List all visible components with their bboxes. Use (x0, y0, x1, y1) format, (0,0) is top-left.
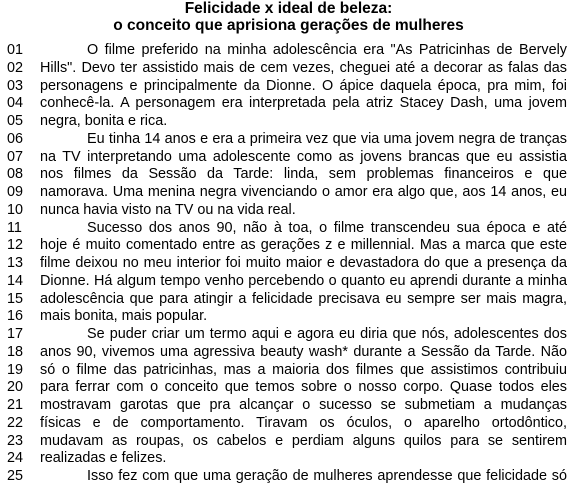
text-line (0, 255, 577, 273)
line-text: adolescência que para atingir a felicidade precisava eu sempre ser mais magra, (40, 290, 567, 307)
text-line (0, 220, 577, 238)
line-text: só o filme das patricinhas, mas a maioria dos filmes que assistimos contribuiu (40, 361, 567, 378)
line-number: 22 (7, 414, 24, 431)
title-line-1: Felicidade x ideal de beleza: (184, 0, 393, 17)
text-line (0, 166, 577, 184)
line-number: 23 (7, 432, 24, 449)
text-line (0, 415, 577, 433)
line-text: O filme preferido na minha adolescência era "As Patricinhas de Bervely (87, 42, 567, 58)
line-text: Eu tinha 14 anos e era a primeira vez que via uma jovem negra de tranças (87, 130, 567, 147)
text-line (0, 326, 577, 344)
text-line (0, 184, 577, 202)
line-number: 10 (7, 201, 24, 218)
line-text: Se puder criar um termo aqui e agora eu diria que nós, adolescentes dos (87, 326, 567, 342)
text-line (0, 397, 577, 415)
text-line (0, 42, 577, 60)
text-line (0, 308, 577, 326)
line-text: nunca havia visto na TV ou na vida real. (40, 201, 296, 218)
line-number: 25 (7, 468, 24, 484)
text-line (0, 362, 577, 380)
line-text: nos filmes da Sessão da Tarde: linda, sem problemas financeiros e que (40, 166, 567, 183)
line-text: mostravam garotas que pra alcançar o sucesso se submetiam a mudanças (40, 397, 567, 413)
line-text: para ferrar com o conceito que temos sobre o nosso corpo. Quase todos eles (40, 379, 567, 396)
line-number: 17 (7, 326, 24, 342)
text-line (0, 60, 577, 78)
line-text: físicas e de comportamento. Tiravam os óculos, o aparelho ortodôntico, (40, 414, 567, 431)
line-number: 08 (7, 166, 24, 183)
line-number: 05 (7, 113, 24, 129)
line-number: 03 (7, 77, 24, 94)
line-number: 06 (7, 130, 24, 147)
line-number: 19 (7, 361, 24, 378)
line-number: 04 (7, 95, 24, 112)
text-line (0, 468, 577, 486)
line-text: anos 90, vivemos uma agressiva beauty wash* durante a Sessão da Tarde. Não (40, 343, 567, 360)
text-line (0, 237, 577, 255)
line-number: 18 (7, 343, 24, 360)
text-line (0, 202, 577, 220)
line-number: 20 (7, 379, 24, 396)
line-number: 24 (7, 450, 24, 467)
line-number: 01 (7, 42, 24, 58)
line-text: Isso fez com que uma geração de mulheres aprendesse que felicidade só (87, 468, 567, 484)
text-line (0, 450, 577, 468)
text-line (0, 433, 577, 451)
text-line (0, 131, 577, 149)
line-text: Hills". Devo ter assistido mais de cem vezes, cheguei até a decorar as falas das (40, 59, 567, 76)
line-text: mais bonita, mais popular. (40, 308, 208, 325)
line-text: Dionne. Há algum tempo venho percebendo o quanto eu aprendi durante a minha (40, 272, 567, 289)
line-text: personagens e principalmente da Dionne. O ápice daquela época, pra mim, foi (40, 77, 567, 94)
line-text: negra, bonita e rica. (40, 113, 168, 129)
line-number: 15 (7, 290, 24, 307)
line-number: 21 (7, 397, 24, 413)
line-number: 11 (7, 219, 22, 236)
text-line (0, 291, 577, 309)
title-line-2: o conceito que aprisiona gerações de mulheres (113, 17, 464, 34)
line-number: 12 (7, 237, 24, 254)
line-number: 13 (7, 255, 24, 271)
text-line (0, 149, 577, 167)
line-text: namorava. Uma menina negra vivenciando o amor era algo que, aos 14 anos, eu (40, 184, 567, 200)
text-line (0, 95, 577, 113)
line-number: 09 (7, 184, 24, 200)
line-number: 14 (7, 272, 24, 289)
text-line (0, 379, 577, 397)
line-number: 02 (7, 59, 24, 76)
line-text: na TV interpretando uma adolescente como as jovens brancas que eu assistia (40, 148, 567, 165)
line-text: hoje é muito comentado entre as gerações z e millennial. Mas a marca que este (40, 237, 567, 254)
line-text: conhecê-la. A personagem era interpretada pela atriz Stacey Dash, uma jovem (40, 95, 567, 112)
text-line (0, 113, 577, 131)
line-text: Sucesso dos anos 90, não à toa, o filme transcendeu sua época e até (87, 219, 567, 236)
line-text: filme deixou no meu interior foi muito maior e devastadora do que a presença da (40, 255, 567, 271)
text-line (0, 78, 577, 96)
line-text: mudavam as roupas, os cabelos e perdiam alguns quilos para se sentirem (40, 432, 567, 449)
text-line (0, 344, 577, 362)
line-text: realizadas e felizes. (40, 450, 167, 467)
line-number: 07 (7, 148, 24, 165)
text-line (0, 273, 577, 291)
line-number: 16 (7, 308, 24, 325)
numbered-text-body (0, 42, 577, 486)
